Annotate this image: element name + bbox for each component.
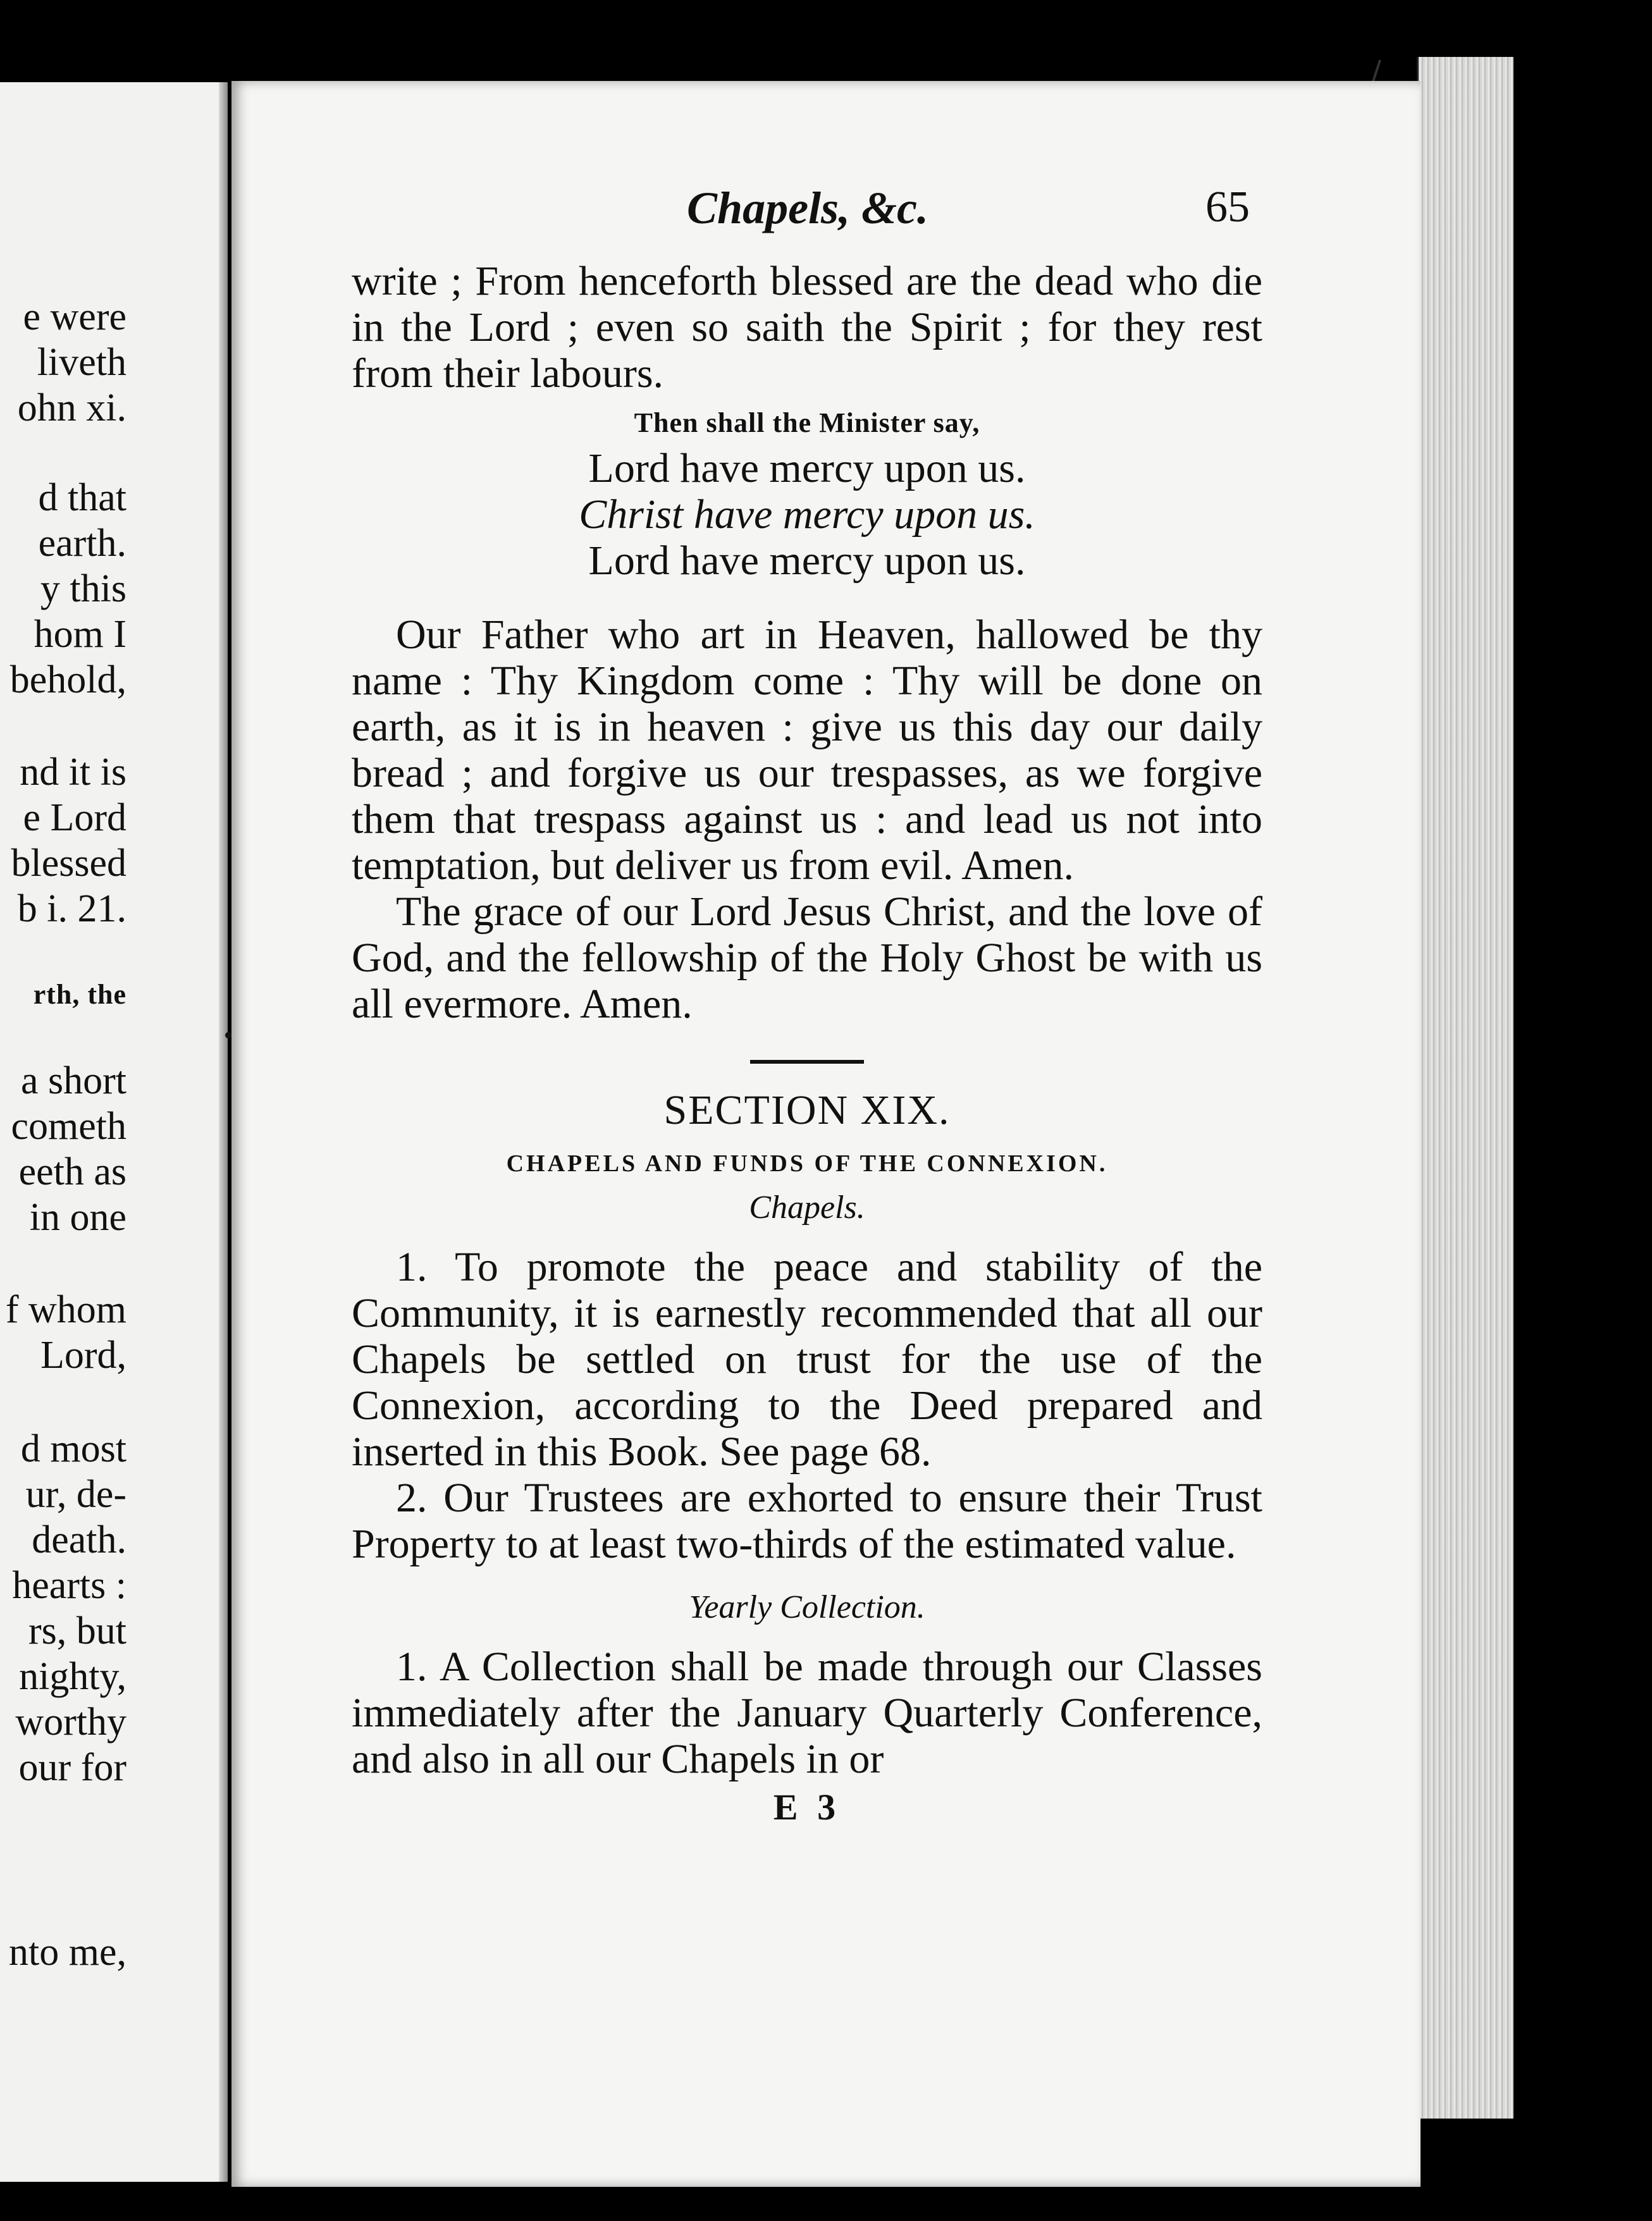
versicles <box>352 445 1262 584</box>
left-line: y this <box>40 567 126 610</box>
section-title: SECTION XIX. <box>663 1087 951 1133</box>
chapels-paragraph-1: 1. To promote the peace and stability of the Community, it is earnestly recommended that all our Chapels be settled on trust for the use of the Connexion, according to the Deed prepared and inserted in this Book. See page 68. <box>352 1244 1262 1475</box>
left-line: behold, <box>9 658 126 701</box>
left-line: hom I <box>34 613 126 656</box>
page-edges <box>1417 57 1513 2119</box>
left-line: f whom <box>5 1288 126 1331</box>
ink-speck <box>225 1032 231 1038</box>
page-number: 65 <box>1205 183 1250 231</box>
left-line: ohn xi. <box>17 386 126 429</box>
left-line: liveth <box>37 341 126 384</box>
left-line: nto me, <box>9 1931 126 1974</box>
lords-prayer: Our Father who art in Heaven, hallowed be thy name : Thy Kingdom come : Thy will be done on earth, as it is in heaven : give us this day our daily bread ; and forgive us our trespasses, as we forgive them that trespass against us : and lead us not into temptation, but deliver us from evil. Amen. <box>352 612 1262 889</box>
signature-mark: E 3 <box>773 1787 841 1828</box>
collection-paragraph-1: 1. A Collection shall be made through our Classes immediately after the January Quarterly Conference, and also in all our Chapels in or <box>352 1644 1262 1782</box>
running-head <box>231 182 1421 233</box>
book-gutter <box>219 82 228 2182</box>
left-line: b i. 21. <box>17 887 126 930</box>
left-line: eeth as <box>18 1150 126 1193</box>
section-divider <box>750 1060 864 1064</box>
right-page <box>231 81 1421 2187</box>
grace-paragraph: The grace of our Lord Jesus Christ, and the love of God, and the fellowship of the Holy Ghost be with us all evermore. Amen. <box>352 889 1262 1027</box>
left-line: worthy <box>15 1701 126 1744</box>
left-line: ur, de- <box>25 1473 126 1516</box>
left-line: a short <box>20 1059 126 1102</box>
versicle: Lord have mercy upon us. <box>588 538 1026 584</box>
left-line: nighty, <box>19 1655 126 1698</box>
left-line: rth, the <box>33 979 126 1010</box>
opening-paragraph: write ; From henceforth blessed are the dead who die in the Lord ; even so saith the Spirit ; for they rest from their labours. <box>352 258 1262 397</box>
versicle: Lord have mercy upon us. <box>588 445 1026 491</box>
left-line: nd it is <box>20 751 126 794</box>
running-title: Chapels, &c. <box>687 183 929 233</box>
left-line: our for <box>18 1746 126 1789</box>
page-text <box>352 258 1262 1828</box>
left-line: d that <box>38 476 126 519</box>
left-line: rs, but <box>28 1609 126 1652</box>
left-page <box>0 82 228 2182</box>
chapels-paragraph-2: 2. Our Trustees are exhorted to ensure their Trust Property to at least two-thirds of the estimated value. <box>352 1475 1262 1567</box>
left-line: blessed <box>11 842 126 885</box>
versicle: Christ have mercy upon us. <box>579 491 1035 538</box>
left-line: in one <box>29 1196 126 1239</box>
left-line: earth. <box>38 522 126 565</box>
collection-heading: Yearly Collection. <box>689 1589 925 1625</box>
left-line: d most <box>20 1427 126 1470</box>
left-line: cometh <box>11 1105 126 1148</box>
left-line: e were <box>23 295 126 338</box>
left-line: death. <box>32 1518 126 1561</box>
section-subtitle: CHAPELS AND FUNDS OF THE CONNEXION. <box>506 1150 1108 1177</box>
left-line: e Lord <box>23 796 126 839</box>
chapels-heading: Chapels. <box>749 1190 865 1226</box>
left-line: hearts : <box>12 1564 126 1607</box>
left-line: Lord, <box>40 1334 126 1377</box>
rubric: Then shall the Minister say, <box>634 407 980 438</box>
